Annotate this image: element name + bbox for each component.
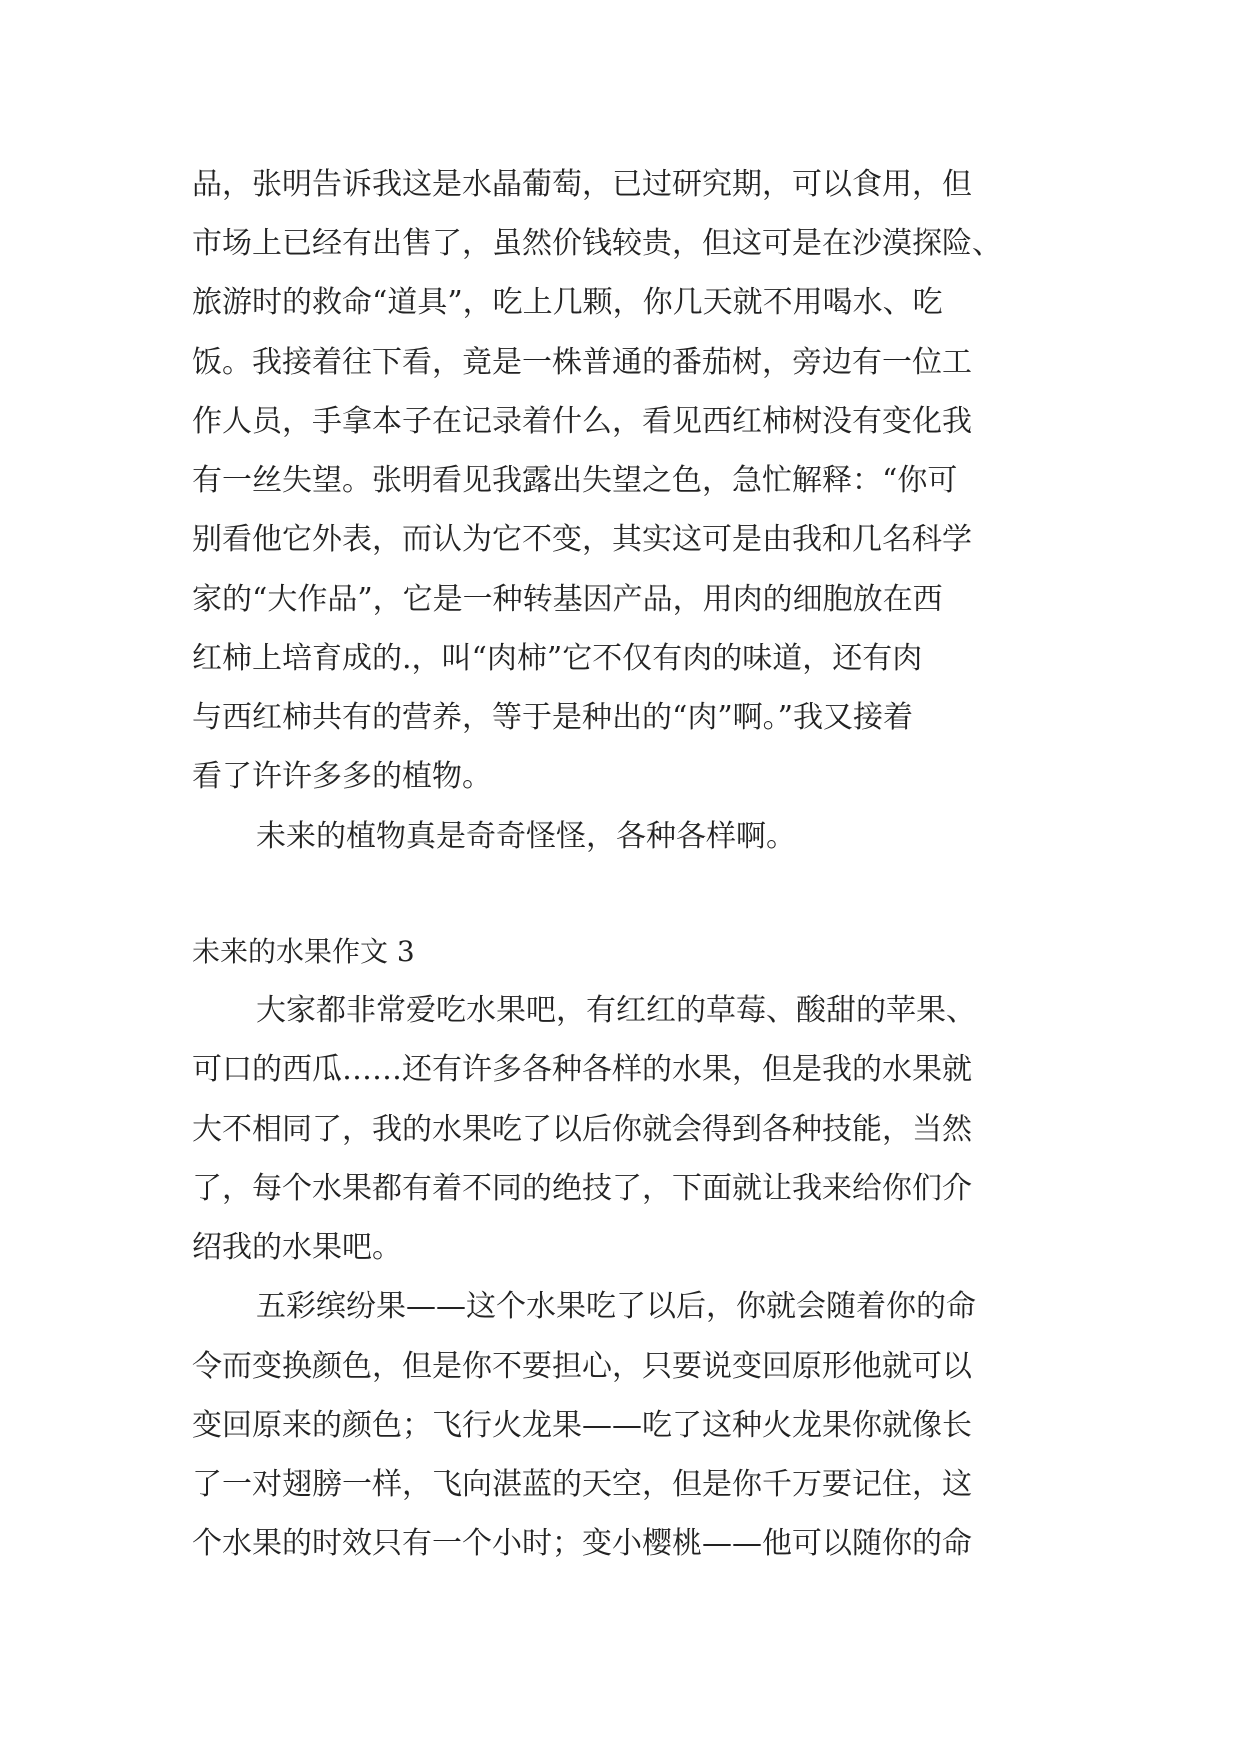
paragraph-line: 五彩缤纷果——这个水果吃了以后，你就会随着你的命: [256, 1289, 976, 1324]
paragraph-line: 别看他它外表，而认为它不变，其实这可是由我和几名科学: [192, 522, 972, 557]
paragraph-line: 家的“大作品”，它是一种转基因产品，用肉的细胞放在西: [192, 582, 943, 617]
paragraph-line: 看了许许多多的植物。: [192, 759, 492, 794]
paragraph-line: 令而变换颜色，但是你不要担心，只要说变回原形他就可以: [192, 1349, 972, 1384]
paragraph-line: 可口的西瓜……还有许多各种各样的水果，但是我的水果就: [192, 1052, 972, 1087]
paragraph-line: 了一对翅膀一样，飞向湛蓝的天空，但是你千万要记住，这: [192, 1467, 972, 1502]
paragraph-line: 市场上已经有出售了，虽然价钱较贵，但这可是在沙漠探险、: [192, 226, 1002, 261]
paragraph-line: 个水果的时效只有一个小时；变小樱桃——他可以随你的命: [192, 1526, 972, 1561]
paragraph-line: 变回原来的颜色；飞行火龙果——吃了这种火龙果你就像长: [192, 1408, 972, 1443]
paragraph-line: 有一丝失望。张明看见我露出失望之色，急忙解释：“你可: [192, 463, 958, 498]
paragraph-line: 大不相同了，我的水果吃了以后你就会得到各种技能，当然: [192, 1112, 972, 1147]
paragraph-line: 大家都非常爱吃水果吧，有红红的草莓、酸甜的苹果、: [256, 993, 976, 1028]
paragraph-line: 品，张明告诉我这是水晶葡萄，已过研究期，可以食用，但: [192, 167, 972, 202]
paragraph-line: 作人员，手拿本子在记录着什么，看见西红柿树没有变化我: [192, 404, 972, 439]
paragraph-line: 旅游时的救命“道具”，吃上几颗，你几天就不用喝水、吃: [192, 285, 943, 320]
paragraph-line: 绍我的水果吧。: [192, 1230, 402, 1265]
paragraph-line: 饭。我接着往下看，竟是一株普通的番茄树，旁边有一位工: [192, 345, 972, 380]
paragraph-line: 与西红柿共有的营养，等于是种出的“肉”啊。”我又接着: [192, 700, 914, 735]
paragraph-line: 了，每个水果都有着不同的绝技了，下面就让我来给你们介: [192, 1171, 972, 1206]
closing-paragraph: 未来的植物真是奇奇怪怪，各种各样啊。: [256, 819, 796, 854]
paragraph-line: 红柿上培育成的.，叫“肉柿”它不仅有肉的味道，还有肉: [192, 641, 923, 676]
section-title: 未来的水果作文 3: [192, 935, 415, 968]
